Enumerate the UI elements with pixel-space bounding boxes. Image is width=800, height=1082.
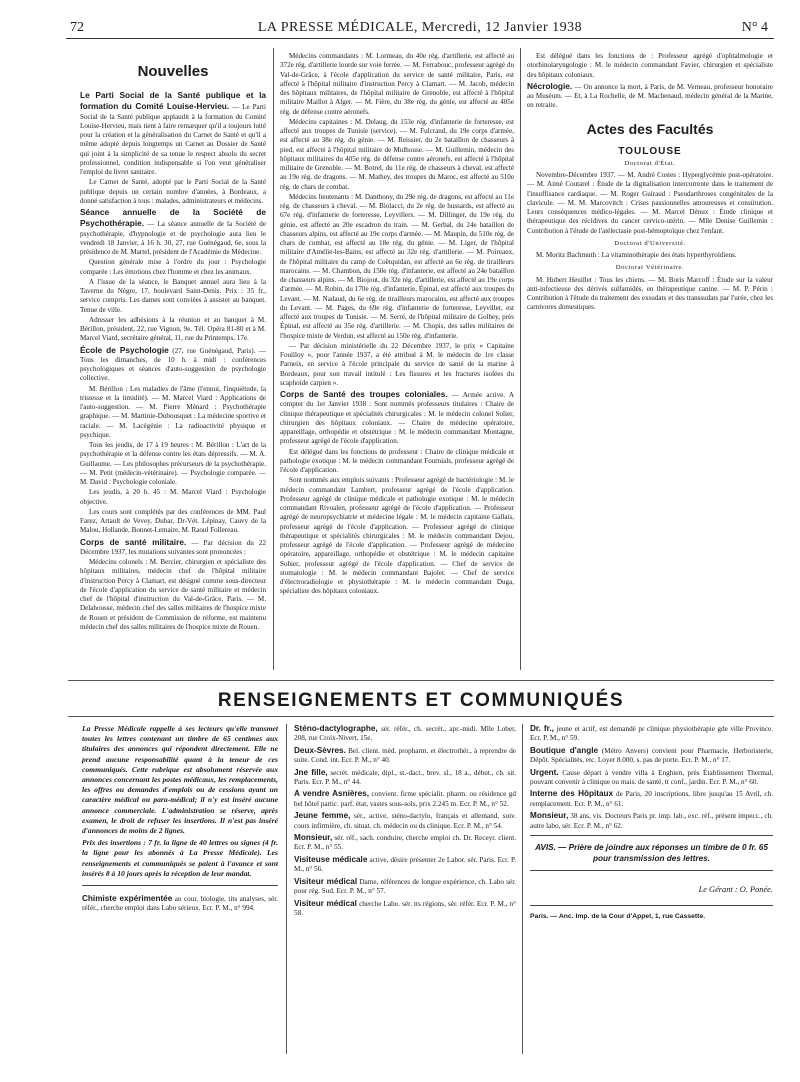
notice-rule: [82, 885, 278, 886]
university-name: TOULOUSE: [618, 145, 682, 157]
news-paragraph: [80, 441, 266, 487]
news-text: Médecins colonels : M. Bercier, chirurgien et spécialiste des hôpitaux militaires, médecin chef de l'hôpital militaire d'instruction Percy à Clamart, est désigné comme sous-directeur de l'école d'application du service de santé militaire et médecin chef de l'hôpital d'instruction du Val-de-Grâce, Paris. — M. Delahousse, médecin chef des salles militaires de l'hospice mixte de Rouen et président de Commission de réforme, est maintenu médecin chef des salles militaires de l'hospice mixte de Rouen.: [80, 558, 266, 631]
ad-keyword: Boutique d'angle: [530, 745, 599, 755]
news-paragraph: [80, 537, 266, 558]
degree-label: Doctorat Vétérinaire.: [615, 264, 685, 272]
degree-label: Doctorat d'Université.: [614, 239, 686, 247]
news-text: Les jeudis, à 20 h. 45 : M. Marcel Viard : Psychologie objective.: [80, 488, 266, 506]
news-text: Tous les jeudis, de 17 à 19 heures : M. Bérillon : L'art de la psychothérapie et la défense contre les états dépressifs. — M. A. Guillaume. — Les philosophes précurseurs de la psychothérapie. — M. Petit (médecin-vétérinaire). — Psychologie comparée. — M. David : Psychologie coloniale.: [80, 441, 266, 486]
news-paragraph: [280, 52, 514, 117]
news-paragraph: [80, 508, 266, 536]
ad-keyword: Visiteuse médicale: [294, 854, 368, 864]
ad-text: secrét. médicale, dipl., st.-dact., brev. sl., 18 a., début., ch. sit. Paris. Ecr. P. M., n° 44.: [294, 768, 516, 787]
classified-ad: [294, 855, 516, 875]
ad-text: (Métro Anvers) convient pour Pharmacie, Herboristerie, Dépôt. Spécialités, etc. Loyer 8.000, s. pas de porte. Ecr. P. M., n° 17.: [530, 746, 773, 765]
news-paragraph: [280, 193, 514, 341]
ad-text: au cour. biologie, tits analyses, sér. référ., cherche emploi dans Labo sérieux. Ecr. P. M., n° 994.: [82, 895, 278, 913]
column-rule: [286, 724, 287, 1054]
classified-ad: [294, 811, 516, 831]
ads-column-3-wrap: [530, 724, 773, 1054]
news-paragraph: [80, 278, 266, 315]
news-heading: École de Psychologie: [80, 344, 169, 355]
news-text: Les cours sont complétés par des conférences de MM. Paul Farez, Artault de Vevey, Dubar, Dr-Vét. Lépinay, Cauvy de la Malou, Hollande, Bonnet-Lemaire, M. Raoul Follereau.: [80, 507, 266, 535]
news-paragraph: [280, 118, 514, 192]
ad-keyword: Deux-Sèvres.: [294, 745, 346, 755]
news-paragraph: [80, 385, 266, 441]
section-title-nouvelles: Nouvelles: [137, 63, 209, 80]
renseignements-banner: RENSEIGNEMENTS ET COMMUNIQUÉS: [217, 690, 625, 711]
ad-text: jeune et actif, est demandé pr clinique physiothérapie gde ville Province. Ecr. P. M., n° 59.: [530, 725, 773, 743]
nouvelles-flow-2: [280, 52, 514, 597]
insertion-prices: Prix des insertions : 7 fr. la ligne de 40 lettres ou signes (4 fr. la ligne pour les abonnés à La Presse Médicale). Les renseignements et communiqués se paient à l'avance et sont insérés 8 à 10 jours après la réception de leur mandat.: [82, 838, 278, 878]
news-paragraph: [80, 90, 266, 177]
section-divider: [68, 680, 774, 681]
news-text: Le Carnet de Santé, adopté par le Parti Social de la Santé publique depuis un certain nombre d'années, à Bordeaux, a donné satisfaction à tous : malades, administrateurs et médecins.: [80, 178, 266, 205]
column-1: [80, 60, 266, 672]
ad-keyword: Dr. fr.,: [530, 724, 554, 733]
ad-text: active, désire présenter 2e Labor. sér. Paris. Ecr. P. M., n° 56.: [294, 855, 516, 874]
ads-column-2: [294, 724, 516, 918]
classified-ad: [530, 811, 773, 831]
classified-ad: [294, 899, 516, 919]
news-text: — Par décision ministérielle du 22 Décembre 1937, le prix « Capitaine Fouilloy », pour l'année 1937, a été attribué à M. le médecin de 1re classe Parneix, en service à l'école principale du service de santé de la marine à Bordeaux, pour son travail intitulé : Les fissures et les fractures isolées du scaphoïde carpien ».: [280, 341, 514, 387]
ads-column-2-wrap: [294, 724, 516, 1054]
news-paragraph: [80, 558, 266, 632]
classified-ad: [294, 877, 516, 897]
ad-text: convient. firme spécialit. pharm. ou résidence gd bel hôtel partic. parf. état, vastes sous-sols, prix 2.245 m. Ecr. P. M., n° 52.: [294, 790, 516, 808]
ad-keyword: Visiteur médical: [294, 876, 358, 886]
news-heading: Corps de santé militaire.: [80, 536, 187, 547]
nouvelles-flow-1: [80, 90, 266, 632]
news-text: Est délégué dans les fonctions de professeur : Chaire de clinique médicale et pathologie exotique : M. le médecin commandant Fournials, professeur agrégé de l'école d'application.: [280, 447, 514, 474]
news-text: — La séance annuelle de la Société de psychothérapie, d'hypnologie et de psychologie aura lieu le vendredi 18 Janvier, à 16 h. 30, 27, rue Guénégaud, 6e, sous la présidence de M. Martel, président de l'Académie de Médecine.: [80, 220, 266, 256]
ad-text: sér. référ., ch. secrét., apr.-midi. Mlle Lober, 208, rue Croix-Nivert, 15e.: [294, 725, 516, 743]
issue-number: N° 4: [741, 20, 768, 35]
news-text: M. Bérillon : Les maladies de l'âme (l'ennui, l'inquiétude, la tristesse et la timidité). — M. Marcel Viard : Applications de l'auto-suggestion. — M. Pierre Ménard : Psychothérapie graphique. — M. Martinie-Dubousquet : La médecine sportive et raciale. — M. Lacégénie : La radioactivité physique et psychique.: [80, 384, 266, 439]
ad-text: Cause départ à vendre villa à Enghien, près Établissement Thermal, pouvant convenir à clinique ou mais. de santé, tt conf., jardin. Ecr. P. M., n° 60.: [530, 768, 773, 787]
gerant-rule: [530, 870, 773, 871]
ad-keyword: Monsieur,: [294, 833, 333, 843]
classified-ad: [294, 768, 516, 788]
news-paragraph: [80, 316, 266, 344]
avis-rule: [530, 835, 773, 836]
ads-column-1: [82, 894, 278, 914]
ad-keyword: Sténo-dactylographe,: [294, 724, 378, 733]
theses-list: M. Moritz Bachmuth : La vitaminothérapie des états hyperthyroïdiens.: [536, 251, 737, 259]
ad-text: cherche Labo. sér. tts régions, sér. référ. Ecr. P. M., n° 58.: [294, 899, 516, 917]
running-header: [66, 20, 774, 39]
news-heading: Nécrologie.: [527, 80, 573, 91]
ad-keyword: Monsieur,: [530, 811, 569, 821]
banner-rule: [68, 716, 774, 717]
news-paragraph: [80, 345, 266, 384]
news-text: — Armée active. A compter du 1er Janvier 1938 : Sont nommés professeurs titulaires : Chaire de clinique thérapeutique et spécialités chirurgicales : M. le médecin colonel Solier, chirurgien des hôpitaux coloniaux. — Chaire de médecine opératoire, appareillage, orthopédie et obstétrique : M. le médecin commandant Montagne, professeur agrégé de l'école d'application.: [280, 391, 514, 446]
news-text: Question générale mise à l'ordre du jour : Psychologie comparée : Les émotions chez l'homme et chez les animaux.: [80, 258, 266, 276]
ad-keyword: Jeune femme,: [294, 811, 351, 821]
news-paragraph: [80, 207, 266, 257]
news-heading: Séance annuelle de la Société de Psychothérapie.: [80, 207, 266, 229]
printer-rule: [530, 905, 773, 906]
news-paragraph: [80, 488, 266, 507]
ad-text: Bel. client. méd. propharm. et électrothér., à reprendre de suite. Cond. int. Ecr. P. M., n° 40.: [294, 746, 516, 765]
news-text: (27, rue Guénégaud, Paris). — Tous les dimanches, de 10 h. à midi : conférences psychologiques et séances d'auto-suggestion de psychologie collective.: [80, 346, 266, 383]
ad-text: 38 ans, vis. Docteurs Paris pr. imp. lab., exc. réf., présent impecc., ch. autre labo, sér. Ecr. P. M., n° 62.: [530, 812, 773, 830]
news-paragraph: [527, 52, 773, 80]
ad-text: Dame, références de longue expérience, ch. Labo sér. pour rég. Sud. Ecr. P. M., n° 57.: [294, 877, 516, 896]
column-rule: [522, 724, 523, 1054]
news-text: Médecins capitaines : M. Delaug, du 153e rég. d'infanterie de forteresse, est affecté aux troupes de Tunisie (service). — M. Fulcrand, du 19e corps d'armée, est affecté au 38e rég. du génie. — M. Reissier, du 2e bataillon de chasseurs à pied, est affecté à l'hôpital militaire de Mulhouse. — M. Guillemin, médecin des hôpitaux militaires du 405e rég. de défense contre aéronefs, est affecté à l'hôpital militaire de Grenoble. — M. Botrel, du 11e rég. de chasseurs à cheval, est affecté au 19e rég. de dragons. — M. Mathey, des troupes du Maroc, est affecté au 510e rég. de chars de combat.: [280, 117, 514, 191]
news-text: Sont nommés aux emplois suivants : Professeur agrégé de bactériologie : M. le médecin commandant Lambert, professeur agrégé de l'école d'application. Professeur agrégé de clinique médicale et pathologie exotique : M. le médecin commandant Rivoalen, professeur agrégé de l'école d'application. — Professeur agrégé de neuropsychiatrie et médecine légale : M. le médecin capitaine Gallais, professeur agrégé de l'école d'application. — Professeur agrégé de clinique thérapeutique et spécialités chirurgicales : M. le médecin commandant Dejou, professeur agrégé de l'école d'application. — Professeur agrégé de médecine opératoire, appareillage, orthopédie et obstétrique : M. le médecin capitaine Sohier, professeur agrégé de l'école d'application. — Chef de service de stomatologie : M. le médecin commandant Bajolet. — Chef de service d'électroradiologie et physiothérapie : M. le médecin commandant Duga, spécialiste des hôpitaux coloniaux.: [280, 476, 514, 596]
news-text: — On annonce la mort, à Paris, de M. Verneau, professeur honoraire au Muséum. — Et, à La Rochelle, de M. Machenaud, médecin général de la Marine, en retraite.: [527, 82, 773, 110]
news-paragraph: [80, 178, 266, 206]
news-text: Médecins commandants : M. Lormeau, du 40e rég. d'artillerie, est affecté au 372e rég. d'artillerie lourde sur voie ferrée. — M. Ferrabouc, professeur agrégé du Val-de-Grâce, à l'école d'application du service de santé militaire, Paris, est affecté à l'hôpital militaire d'instruction Percy à Clamart. — M. Jacob, médecin des hôpitaux militaires, de l'hôpital militaire de Grenoble, est affecté à l'hôpital militaire Maillot à Alger. — M. Fière, du 38e rég. du génie, est affecté au 405e rég. de défense contre aéronefs.: [280, 52, 514, 116]
nouvelles-flow-3: [527, 52, 773, 111]
news-paragraph: [280, 448, 514, 476]
section-title-actes: Actes des Facultés: [586, 120, 714, 137]
avis-notice: AVIS. — Prière de joindre aux réponses un timbre de 0 fr. 65 pour transmission des lettres.: [535, 843, 768, 864]
page-number: 72: [70, 20, 84, 35]
degree-label: Doctorat d'État.: [624, 159, 676, 167]
news-paragraph: [527, 81, 773, 111]
actes-list: [527, 159, 773, 313]
classified-ad: [294, 789, 516, 809]
classified-ad: [294, 833, 516, 853]
column-rule: [520, 48, 521, 670]
classified-ad: [530, 746, 773, 766]
classified-ad: [294, 746, 516, 766]
column-rule: [273, 48, 274, 670]
news-paragraph: [280, 389, 514, 447]
renseignements-notice: La Presse Médicale rappelle à ses lecteurs qu'elle transmet toutes les lettres contenant un timbre de 65 centimes aux titulaires des annonces qui répondent directement. Elle ne prend aucune responsabilité quant à la teneur de ces communiqués. Cette rubrique est absolument réservée aux annonces concernant les postes médicaux, les remplacements, les offres ou demandes d'emplois ou de cessions ayant un caractère médical ou para-médical; il n'y est inséré aucune annonce commerciale. L'administration se réserve, après examen, le droit de refuser les insertions. Il n'est pas inséré d'annonces de moins de 2 lignes.: [82, 724, 278, 836]
printer-line: Paris. — Anc. Imp. de la Cour d'Appel, 1, rue Cassette.: [530, 913, 706, 921]
theses-list: Novembre-Décembre 1937. — M. André Costes : Hyperglycémie post-opératoire. — M. Aimé Coutarel : Étude de la digitalisation intercurrente dans le traitement de l'insuffisance cardiaque. — M. Roger Guiraud : Pseudarthroses congénitales de la clavicule. — M. M. Marcovitch : Crises passionnelles amoureuses et constitution. Leurs conséquences médico-légales. — M. Marcel Dénux : Étude clinique et thérapeutique des récidives du cancer cervico-utérin. — Mlle Denise Guillemin : Contribution à l'étude de l'atélectasie post-hémoptoïque chez l'enfant.: [527, 171, 773, 235]
ad-keyword: Interne des Hôpitaux: [530, 789, 614, 799]
news-text: Médecins lieutenants : M. Danthony, du 29e rég. de dragons, est affecté au 11e rég. de chasseurs à cheval. — M. Biolacci, du 2e rég. de hussards, est affecté au 67e rég. d'infanterie de forteresse, Leyvillers. — M. Dillinger, du 19e rég. du génie, est affecté au 20e escadron du train. — M. Gerbal, du 24e bataillon de chasseurs alpins, est affecté au 19e corps d'armée. — M. Maupin, du 510e rég. de chars de combat, est affecté au 18e rég. du génie. — M. Liger, de l'hôpital militaire d'Amélie-les-Bains, est affecté au 32e rég. d'artillerie. — M. Poireaux, de l'hôpital militaire du camp de Coëtquidan, est affecté au 6e rég. de tirailleurs marocains. — M. Chambon, du 150e rég. d'infanterie, est affecté au 24e bataillon de chasseurs alpins. — M. Biojout, du 32e rég. d'artillerie, est affecté au 19e corps d'armée. — M. Robin, du 170e rég. d'infanterie, Épinal, est affecté aux troupes du Levant. — M. Nadaud, du 6e rég. de tirailleurs marocains, est affecté aux troupes du Levant. — M. Pages, du 69e rég. d'infanterie de forteresse, Leyviller, est affecté aux troupes de Tunisie. — M. Serré, de l'hôpital militaire de Golbey, près Épinal, est affecté au 35e rég. d'artillerie. — M. Chopis, des salles militaires de l'hospice mixte de Verdun, est affecté au 150e rég. d'infanterie.: [280, 192, 514, 340]
classified-ad: [530, 789, 773, 809]
ad-text: sér., active, sténo-dactylo, français et allemand, suiv. cours infirmière, ch. situat. ch. médecin ou ds clinique. Ecr. P. M., n° 54.: [294, 812, 516, 830]
ad-keyword: Urgent.: [530, 767, 559, 777]
ad-text: sér. réf., sach. conduire, cherche emploi ch. Dr. Receyr. client. Ecr. P. M., n° 55.: [294, 834, 516, 852]
news-text: A l'issue de la séance, le Banquet annuel aura lieu à la Taverne du Nègre, 17, boulevard Saint-Denis. Prix : 35 fr., service compris. Les dames sont conviées à assister au banquet. Tenue de ville.: [80, 277, 266, 314]
ad-keyword: Chimiste expérimentée: [82, 894, 173, 904]
classified-ad: [82, 894, 278, 914]
ad-keyword: Jne fille,: [294, 767, 328, 777]
column-3: [527, 52, 773, 674]
ads-column-3: [530, 724, 773, 831]
classified-ad: [530, 724, 773, 744]
notice-column: [82, 724, 278, 1054]
news-paragraph: [280, 476, 514, 596]
news-paragraph: [80, 258, 266, 277]
theses-list: M. Hubert Heuillet : Tous les chiens. — M. Boris Marcoff : Étude sur la valeur anti-infectieuse des dérivés sulfamidés, en thérapeutique canine. — M. P. Périn : Contribution à l'étude du traitement des exsudats et des transsudats par l'urée, chez les carnivores domestiques.: [527, 275, 773, 312]
gerant-signature: Le Gérant : O. Ponée.: [698, 885, 773, 895]
ad-text: de Paris, 20 inscriptions, libre jusqu'au 15 Avril, ch. remplacement. Ecr. P. M., n° 61.: [530, 790, 773, 808]
news-heading: Corps de Santé des troupes coloniales.: [280, 389, 448, 399]
news-heading: Le Parti Social de la Santé publique et la formation du Comité Louise-Hervieu.: [80, 90, 266, 112]
ad-keyword: Visiteur médical: [294, 898, 357, 908]
news-text: — Par décision du 22 Décembre 1937, les mutations suivantes sont prononcées :: [80, 538, 266, 556]
news-paragraph: [280, 342, 514, 388]
news-text: Est délégué dans les fonctions de : Professeur agrégé d'ophtalmologie et otorhinolaryngologie : M. le médecin commandant Favier, chirurgien et spécialiste des hôpitaux coloniaux.: [527, 52, 773, 79]
news-text: Adresser les adhésions à la réunion et au banquet à M. Bérillon, président, 22, rue Vignon, 9e. Tél. Opéra 81-80 et à M. Marcel Viard, secrétaire général, 11, rue du Printemps, 17e.: [80, 315, 266, 343]
news-text: — Le Parti Social de la Santé publique applaudit à la formation du Comité Louise-Hervieu, mais tient à faire remarquer qu'il a toujours lutté pour la création et la généralisation du Carnet de Santé et qu'il a même adopté depuis longtemps un Carnet au Dossier de Santé qui joint à la simplicité de sa tenue le respect absolu du secret professionnel, condition indispensable si l'on veut généraliser l'emploi du livret sanitaire.: [80, 103, 266, 176]
classified-ad: [294, 724, 516, 744]
classified-ad: [530, 768, 773, 788]
ad-keyword: A vendre Asnières,: [294, 789, 369, 799]
column-2: [280, 52, 514, 674]
masthead: LA PRESSE MÉDICALE, Mercredi, 12 Janvier 1938: [257, 20, 583, 35]
